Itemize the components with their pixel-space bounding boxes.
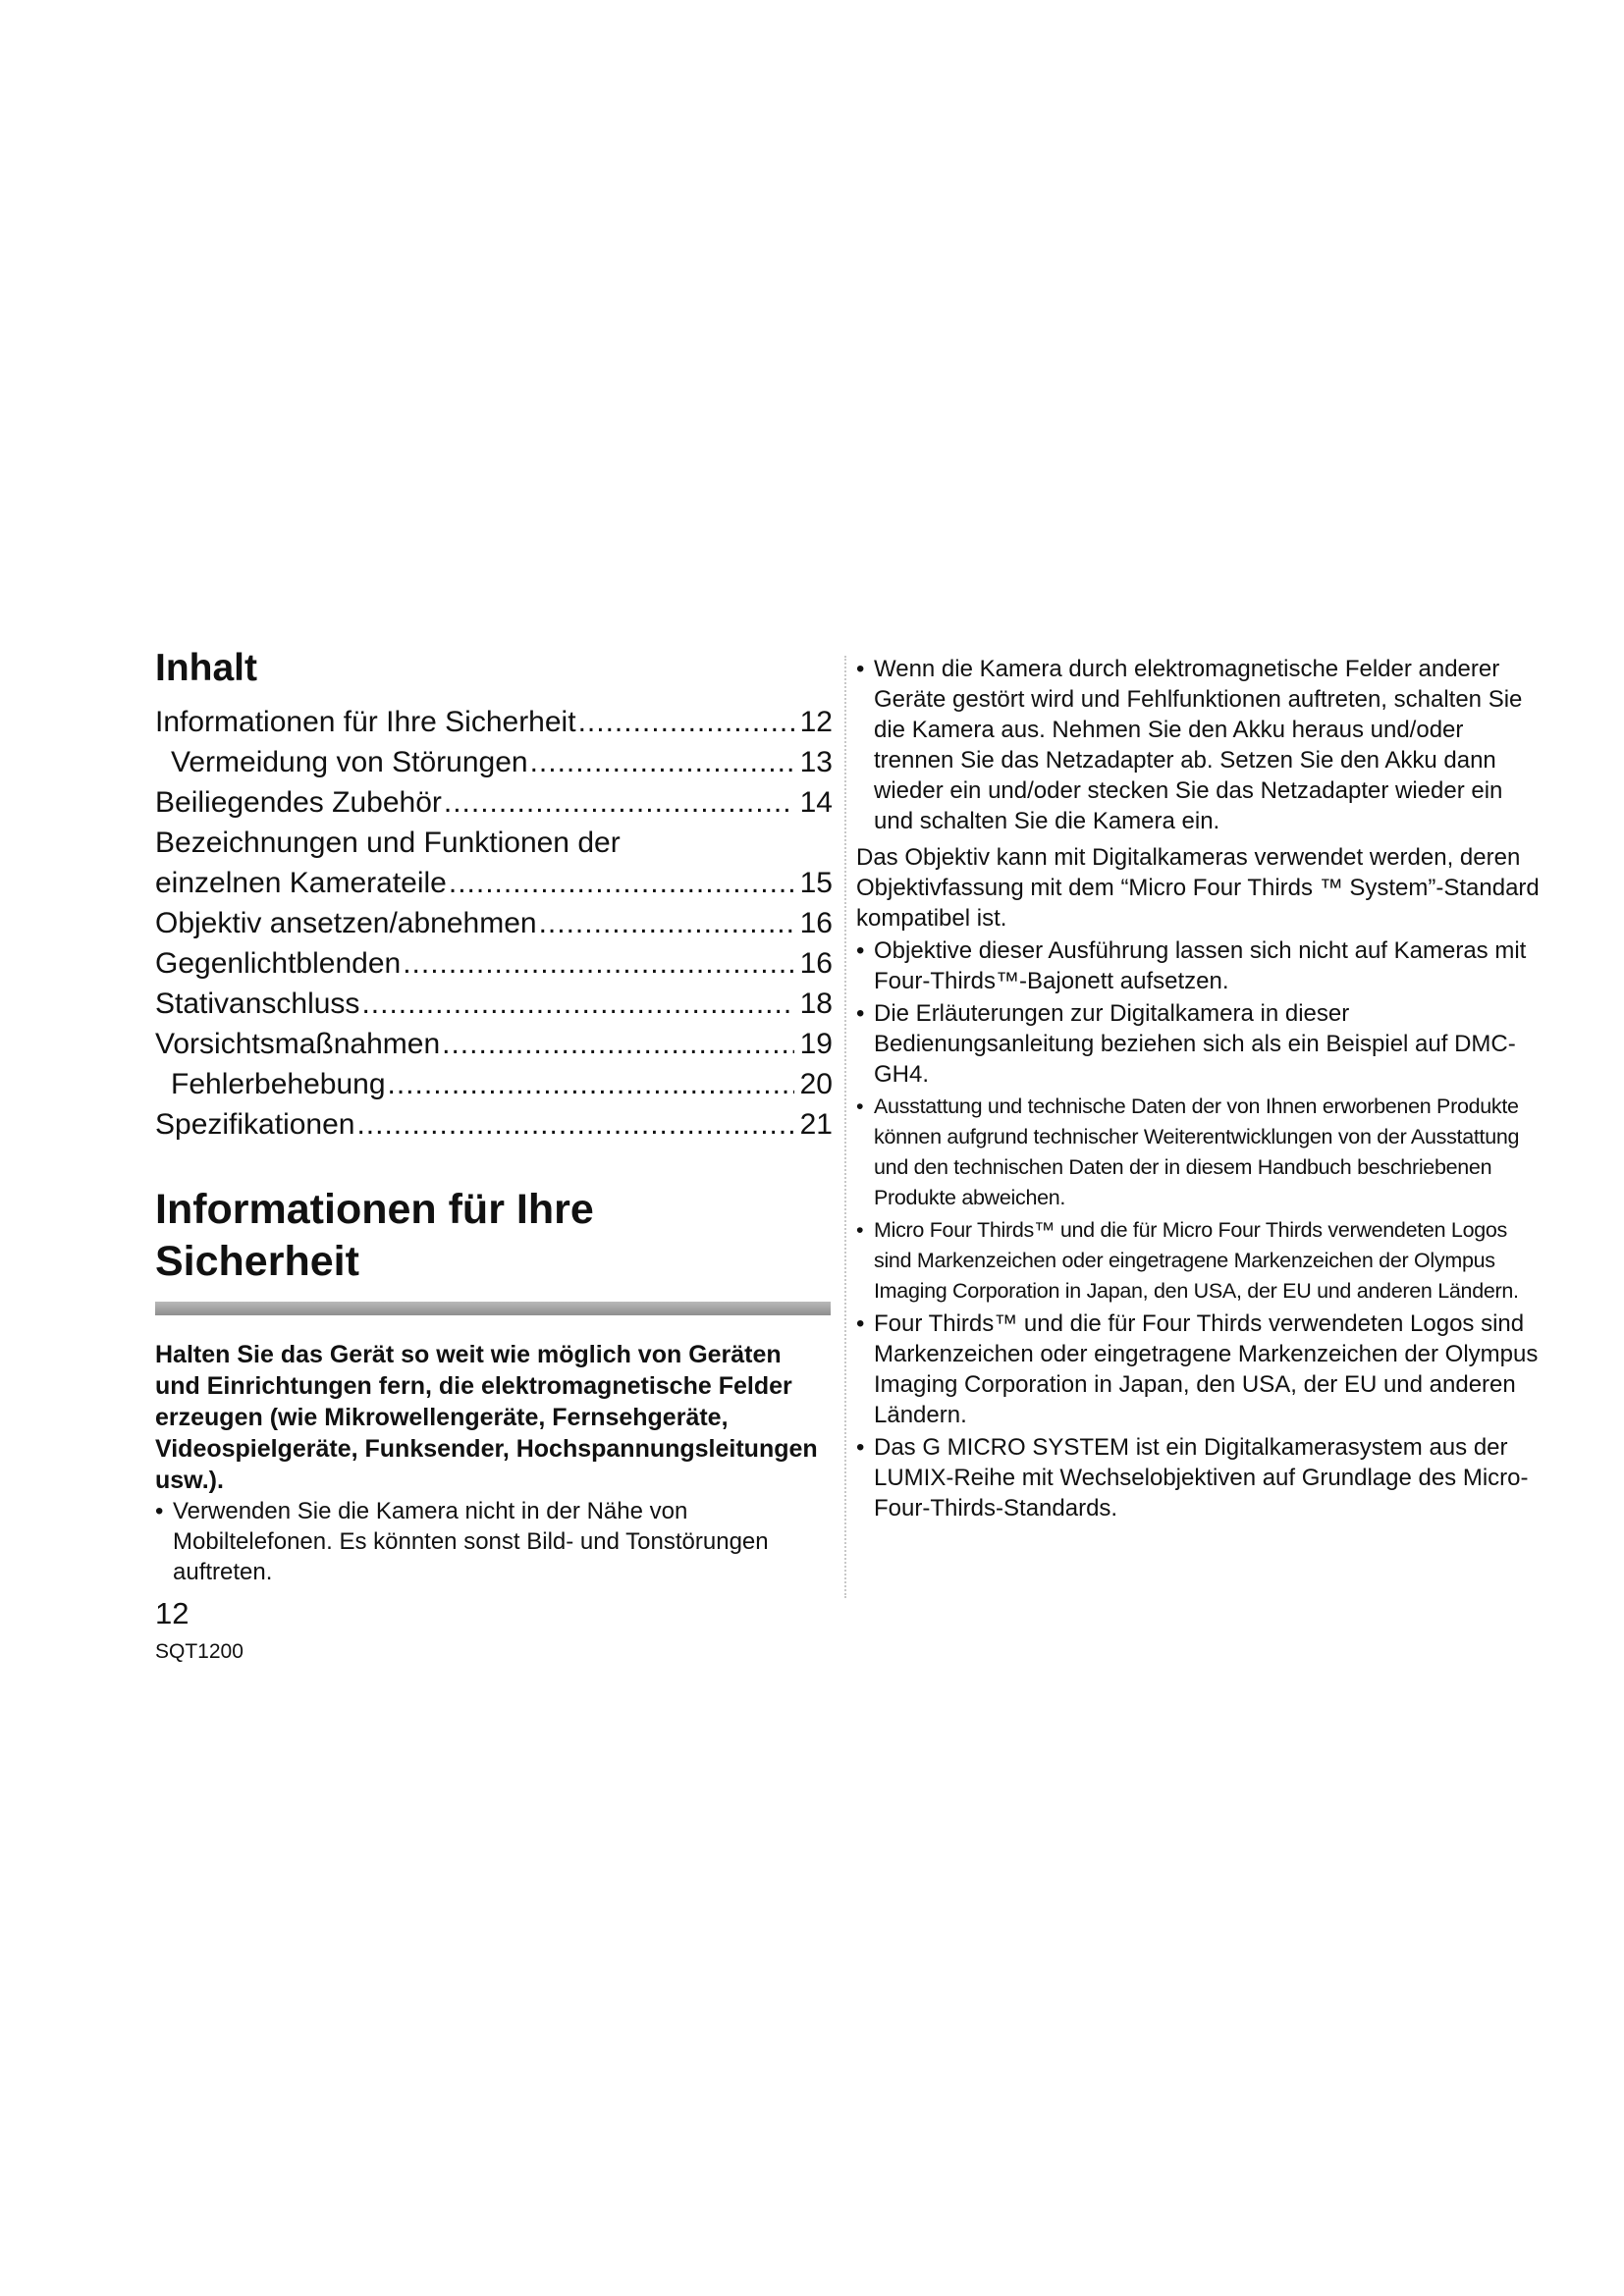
section-title-line2: Sicherheit	[155, 1237, 359, 1285]
bullet-text: Four Thirds™ und die für Four Thirds verwendeten Logos sind Markenzeichen oder eingetragene Markenzeichen der Olympus Imaging Corporation in Japan, den USA, der EU und anderen Ländern.	[874, 1310, 1539, 1428]
page-footer	[155, 1596, 244, 1667]
toc-entry-label: Gegenlichtblenden	[155, 946, 402, 980]
bullet-text: Micro Four Thirds™ und die für Micro Four Thirds verwendeten Logos sind Markenzeichen oder eingetragene Markenzeichen der Olympus Imaging Corporation in Japan, den USA, der EU und anderen Ländern.	[874, 1218, 1519, 1303]
bullet-text: Objektive dieser Ausführung lassen sich nicht auf Kameras mit Four-Thirds™-Bajonett aufsetzen.	[874, 937, 1527, 994]
toc-leader-dots	[442, 1024, 793, 1064]
bullet-item	[856, 935, 1543, 996]
toc-entry[interactable]	[155, 903, 833, 943]
bullet-text: Verwenden Sie die Kamera nicht in der Nähe von Mobiltelefonen. Es könnten sonst Bild- und Tonstörungen auftreten.	[173, 1497, 769, 1585]
toc-entry[interactable]	[155, 823, 833, 903]
bullet-text: Ausstattung und technische Daten der von Ihnen erworbenen Produkte können aufgrund technischer Weiterentwicklungen von der Ausstattung und den technischen Daten der in diesem Handbuch beschriebenen Produkte abweichen.	[874, 1095, 1520, 1209]
toc-entry-label: Stativanschluss	[155, 987, 360, 1020]
toc-entry-page: 15	[799, 866, 833, 899]
toc-entry[interactable]	[155, 984, 833, 1024]
toc-entry-label: Vorsichtsmaßnahmen	[155, 1027, 441, 1060]
toc-entry-page: 13	[799, 745, 833, 778]
bullet-text: Das G MICRO SYSTEM ist ein Digitalkamerasystem aus der LUMIX-Reihe mit Wechselobjektiven auf Grundlage des Micro-Four-Thirds-Standards.	[874, 1434, 1529, 1522]
toc-entry[interactable]	[155, 1024, 833, 1064]
toc-entry-page: 21	[799, 1107, 833, 1141]
toc-entry[interactable]	[155, 943, 833, 984]
toc-entry-label-line1: Bezeichnungen und Funktionen der	[155, 826, 621, 859]
toc-entry[interactable]	[155, 702, 833, 742]
toc-leader-dots	[539, 903, 794, 943]
bullet-dot: •	[856, 1095, 864, 1118]
section-title	[155, 1184, 833, 1288]
toc-list	[155, 702, 833, 1145]
toc-leader-dots	[578, 702, 794, 742]
bullet-item	[856, 1092, 1543, 1213]
bullet-dot: •	[856, 1310, 865, 1337]
bullet-item	[856, 998, 1543, 1090]
bullet-dot: •	[856, 1434, 865, 1461]
toc-leader-dots	[403, 943, 793, 984]
toc-leader-dots	[449, 863, 794, 903]
column-divider	[844, 656, 846, 1598]
bullet-item	[856, 1215, 1543, 1307]
toc-entry-label: Spezifikationen	[155, 1107, 355, 1141]
bullet-dot: •	[856, 1000, 865, 1027]
bullet-text: Die Erläuterungen zur Digitalkamera in dieser Bedienungsanleitung beziehen sich als ein Beispiel auf DMC-GH4.	[874, 1000, 1516, 1088]
right-column	[856, 654, 1543, 1525]
toc-entry[interactable]	[155, 782, 833, 823]
section-title-line1: Informationen für Ihre	[155, 1185, 594, 1233]
toc-entry-page: 14	[799, 785, 833, 819]
toc-entry[interactable]	[155, 1064, 833, 1104]
safety-warning: Halten Sie das Gerät so weit wie möglich von Geräten und Einrichtungen fern, die elektromagnetische Felder erzeugen (wie Mikrowellengeräte, Fernsehgeräte, Videospielgeräte, Funksender, Hochspannungsleitungen usw.).	[155, 1340, 818, 1494]
toc-entry-label: einzelnen Kamerateile	[155, 866, 447, 899]
toc-entry-label: Fehlerbehebung	[171, 1067, 386, 1100]
toc-leader-dots	[388, 1064, 794, 1104]
bullet-item	[856, 1432, 1543, 1523]
toc-entry-label: Beiliegendes Zubehör	[155, 785, 442, 819]
bullet-dot: •	[155, 1497, 164, 1524]
toc-entry-page: 16	[799, 946, 833, 980]
model-code: SQT1200	[155, 1640, 244, 1663]
page-number: 12	[155, 1596, 189, 1630]
toc-entry-page: 16	[799, 906, 833, 939]
toc-entry-page: 12	[799, 705, 833, 738]
bullet-dot: •	[856, 937, 865, 964]
toc-entry-page: 20	[799, 1067, 833, 1100]
bullet-item	[856, 1308, 1543, 1430]
toc-entry-label: Informationen für Ihre Sicherheit	[155, 705, 576, 738]
toc-leader-dots	[530, 742, 794, 782]
left-column	[155, 648, 833, 1587]
toc-entry[interactable]	[155, 1104, 833, 1145]
bullet-text: Wenn die Kamera durch elektromagnetische Felder anderer Geräte gestört wird und Fehlfunktionen auftreten, schalten Sie die Kamera aus. Nehmen Sie den Akku heraus und/oder trennen Sie das Netzadapter ab. Setzen Sie den Akku dann wieder ein und/oder stecken Sie das Netzadapter wieder ein und schalten Sie die Kamera ein.	[874, 656, 1523, 834]
toc-entry[interactable]	[155, 742, 833, 782]
toc-entry-label: Objektiv ansetzen/abnehmen	[155, 906, 537, 939]
compatibility-paragraph: Das Objektiv kann mit Digitalkameras verwendet werden, deren Objektivfassung mit dem “Micro Four Thirds ™ System”-Standard kompatibel ist.	[856, 844, 1540, 932]
title-rule	[155, 1302, 831, 1315]
toc-leader-dots	[361, 984, 793, 1024]
bullet-item	[856, 654, 1543, 836]
toc-leader-dots	[356, 1104, 793, 1145]
toc-entry-page: 19	[799, 1027, 833, 1060]
bullet-dot: •	[856, 656, 865, 682]
toc-entry-label: Vermeidung von Störungen	[171, 745, 528, 778]
toc-leader-dots	[444, 782, 794, 823]
bullet-item	[155, 1496, 833, 1587]
toc-entry-page: 18	[799, 987, 833, 1020]
toc-title: Inhalt	[155, 647, 257, 689]
bullet-dot: •	[856, 1218, 864, 1242]
